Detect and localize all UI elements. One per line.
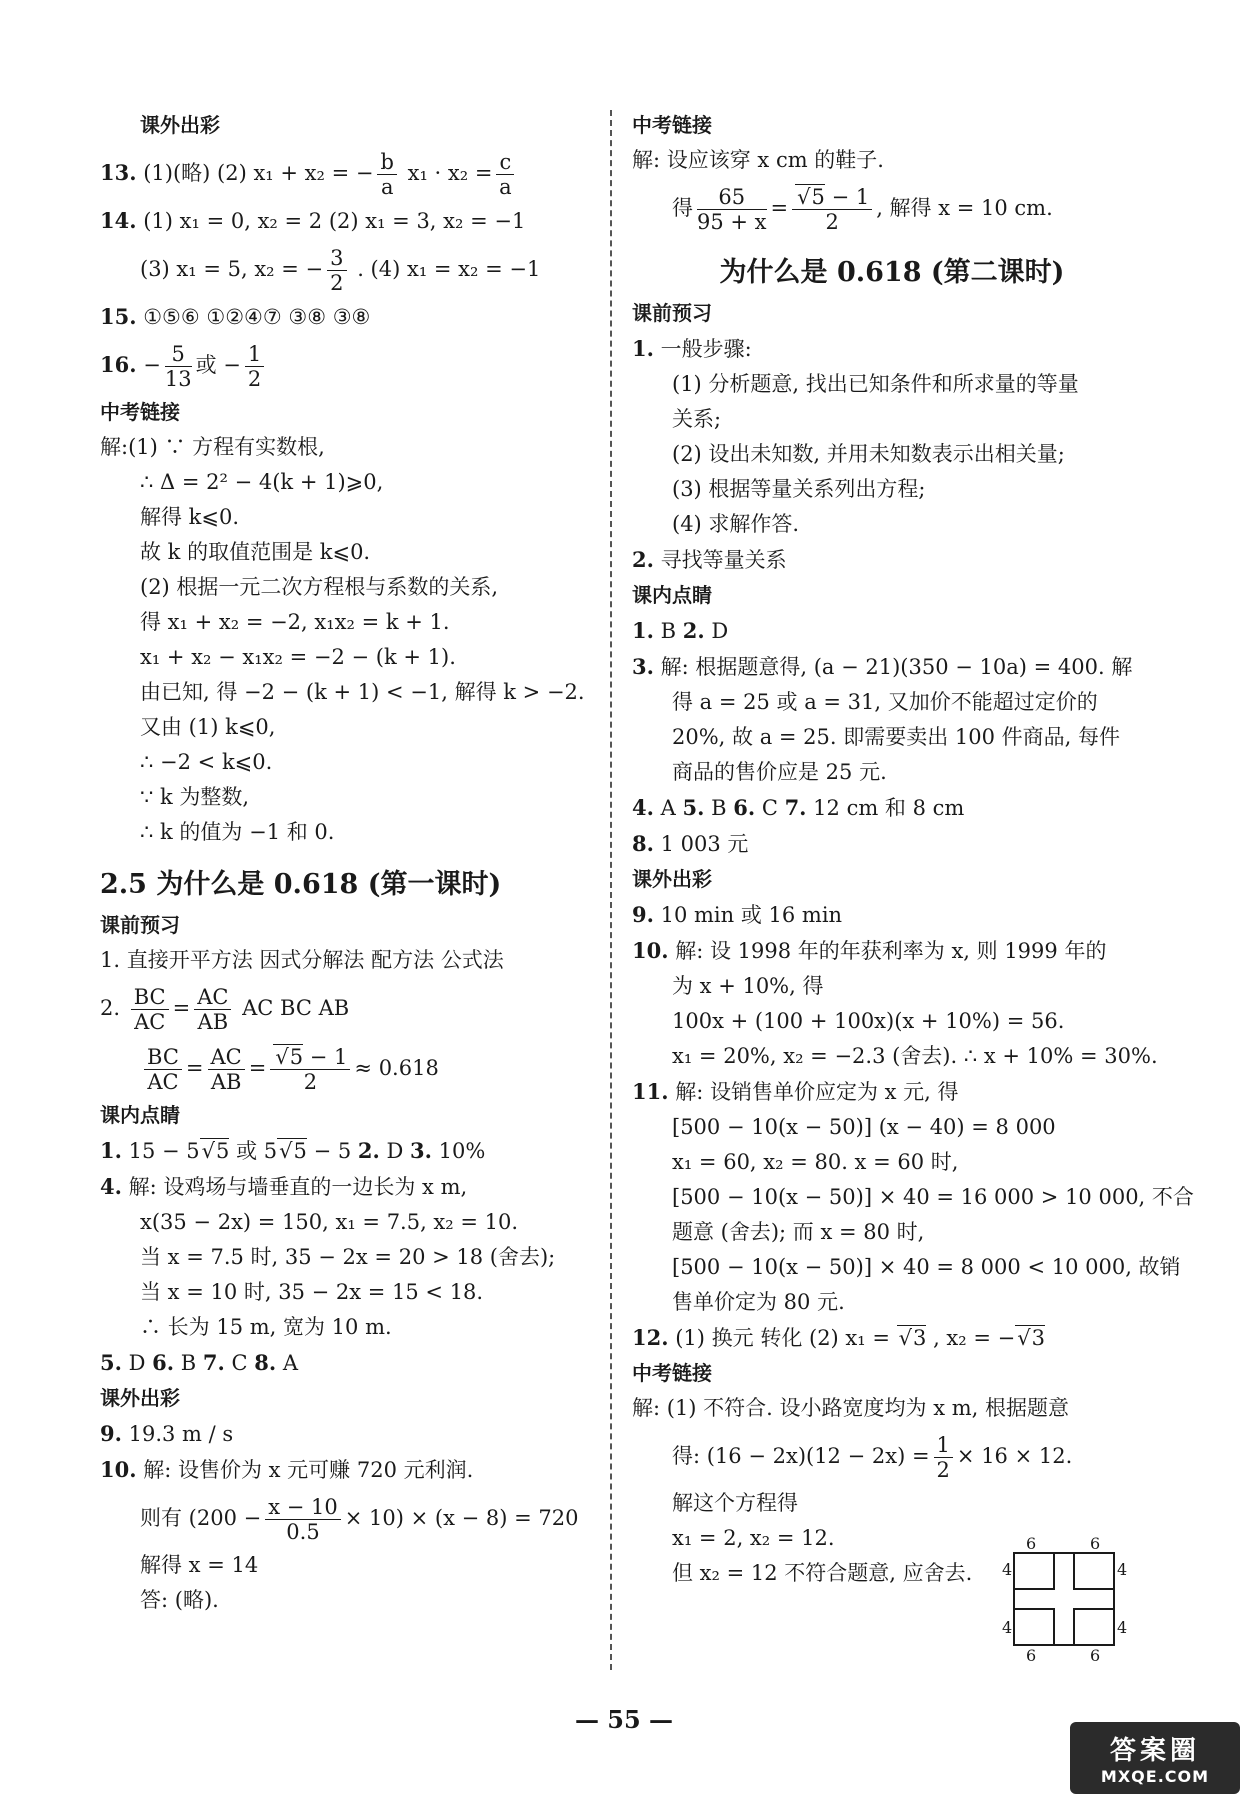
section-title-zklj-2: 中考链接	[632, 1361, 712, 1385]
fraction: $\frac{65}{95 + x}$	[697, 185, 767, 234]
solution-line: (2) 根据一元二次方程根与系数的关系,	[140, 575, 499, 599]
section-title-knjd: 课内点睛	[632, 583, 712, 607]
fraction: $\frac{5}{13}$	[164, 342, 192, 391]
step-line: (3) 根据等量关系列出方程;	[672, 477, 926, 501]
diagram-label: 6	[1090, 1646, 1101, 1663]
solution-line: 解得 x = 14	[140, 1553, 259, 1577]
solution-line: 当 x = 10 时, 35 − 2x = 15 < 18.	[140, 1280, 484, 1304]
extra-answer-9: 9. 10 min 或 16 min	[632, 902, 843, 927]
class-answers-1-2: 1. B 2. D	[632, 618, 729, 643]
section-title-kqyx: 课前预习	[632, 301, 712, 325]
section-title-kwcc: 课外出彩	[632, 867, 712, 891]
extra-answer-11: 11. 解: 设销售单价应定为 x 元, 得	[632, 1079, 959, 1104]
answer-16: 16. − $\frac{5}{13}$ 或 − $\frac{1}{2}$	[100, 335, 595, 395]
answer-14-part2: (3) x₁ = 5, x₂ = − $\frac{3}{2}$ . (4) x₁ = x₂ = −1	[140, 246, 541, 295]
section-title-kwcc: 课外出彩	[140, 113, 220, 137]
solution-line: 解这个方程得	[672, 1491, 798, 1515]
solution-line: [500 − 10(x − 50)] × 40 = 16 000 > 10 000, 不合	[672, 1185, 1194, 1209]
extra-answer-12: 12. (1) 换元 转化 (2) x₁ = √ 3 , x₂ = −√ 3	[632, 1320, 1152, 1356]
section-title-kwcc-2: 课外出彩	[100, 1386, 180, 1410]
solution-line: 由已知, 得 −2 − (k + 1) < −1, 解得 k > −2.	[140, 680, 585, 704]
diagram-label: 6	[1026, 1535, 1037, 1553]
extra-answer-10: 10. 解: 设售价为 x 元可赚 720 元利润.	[100, 1457, 474, 1482]
solution-line: 解: (1) 不符合. 设小路宽度均为 x m, 根据题意	[632, 1396, 1069, 1420]
solution-line: 得 x₁ + x₂ = −2, x₁x₂ = k + 1.	[140, 610, 450, 634]
section-heading-lesson-2: 为什么是 0.618 (第二课时)	[719, 257, 1065, 288]
fraction: $\frac{AC}{AB}$	[208, 1045, 245, 1094]
solution-line: 20%, 故 a = 25. 即需要卖出 100 件商品, 每件	[672, 725, 1121, 749]
diagram-label: 6	[1026, 1646, 1037, 1663]
fraction: $\frac{BC}{AC}$	[144, 1045, 182, 1094]
preview-2: 2. 寻找等量关系	[632, 547, 787, 572]
extra-answer-10: 10. 解: 设 1998 年的年获利率为 x, 则 1999 年的	[632, 938, 1107, 963]
solution-line: ∴ 长为 15 m, 宽为 10 m.	[140, 1315, 392, 1339]
watermark-text: 答案圈	[1109, 1736, 1200, 1766]
right-column	[632, 108, 1194, 1591]
solution-line: [500 − 10(x − 50)] × 40 = 8 000 < 10 000, 故销	[672, 1255, 1181, 1279]
fraction: $\frac{b}{a}$	[377, 150, 396, 199]
extra-answer-9: 9. 19.3 m / s	[100, 1421, 234, 1446]
left-column	[100, 108, 595, 1618]
preview-1: 1. 直接开平方法 因式分解法 配方法 公式法	[100, 948, 504, 972]
preview-2-ratio: $\frac{BC}{AC}$ = $\frac{AC}{AB}$ = √ $\frac{5 - 1}{2}$ ≈ 0.618	[100, 1038, 595, 1098]
solution-line: 又由 (1) k⩽0,	[140, 715, 276, 739]
diagram-label: 6	[1090, 1535, 1101, 1553]
field-outline	[1014, 1553, 1114, 1645]
solution-line: 解:(1) ∵ 方程有实数根,	[100, 435, 325, 459]
path-equation: 得: (16 − 2x)(12 − 2x) = $\frac{1}{2}$ × 16 × 12.	[672, 1433, 1073, 1482]
section-heading-2-5: 2.5 为什么是 0.618 (第一课时)	[100, 869, 502, 900]
answer-15: 15. ①⑤⑥ ①②④⑦ ③⑧ ③⑧	[100, 304, 371, 329]
fraction: $\frac{1}{2}$	[245, 342, 264, 391]
solution-line: [500 − 10(x − 50)] (x − 40) = 8 000	[672, 1115, 1056, 1139]
solution-line: 得 a = 25 或 a = 31, 又加价不能超过定价的	[672, 690, 1098, 714]
diagram-label: 4	[1117, 1618, 1128, 1637]
fraction: $\frac{3}{2}$	[327, 246, 346, 295]
solution-line: ∴ k 的值为 −1 和 0.	[140, 820, 335, 844]
class-answer-8: 8. 1 003 元	[632, 831, 749, 856]
class-answers-5-8: 5. D 6. B 7. C 8. A	[100, 1350, 298, 1375]
fraction: $\frac{x - 10}{0.5}$	[265, 1495, 341, 1544]
solution-line: x₁ + x₂ − x₁x₂ = −2 − (k + 1).	[140, 645, 456, 669]
preview-1: 1. 一般步骤:	[632, 336, 752, 361]
solution-line: 为 x + 10%, 得	[672, 974, 824, 998]
shoe-equation: 得 $\frac{65}{95 + x}$ = √ $\frac{5 - 1}{2}$ , 解得 x = 10 cm.	[632, 178, 1152, 238]
step-line: (4) 求解作答.	[672, 512, 800, 536]
step-line: (2) 设出未知数, 并用未知数表示出相关量;	[672, 442, 1065, 466]
answer-14: 14. (1) x₁ = 0, x₂ = 2 (2) x₁ = 3, x₂ = −1	[100, 208, 526, 233]
solution-line: 100x + (100 + 100x)(x + 10%) = 56.	[672, 1009, 1065, 1033]
solution-line: x₁ = 2, x₂ = 12.	[672, 1526, 835, 1550]
path-diagram	[1000, 1535, 1128, 1663]
class-answer-3: 3. 解: 根据题意得, (a − 21)(350 − 10a) = 400. 解	[632, 654, 1133, 679]
column-divider	[610, 110, 612, 1670]
class-answer-4: 4. 解: 设鸡场与墙垂直的一边长为 x m,	[100, 1174, 468, 1199]
solution-line: x₁ = 60, x₂ = 80. x = 60 时,	[672, 1150, 959, 1174]
diagram-label: 4	[1117, 1560, 1128, 1579]
fraction: $\frac{1}{2}$	[934, 1433, 953, 1482]
diagram-label: 4	[1002, 1560, 1013, 1579]
fraction: $\frac{BC}{AC}$	[131, 985, 169, 1034]
solution-line: 当 x = 7.5 时, 35 − 2x = 20 > 18 (舍去);	[140, 1245, 556, 1269]
solution-line: x₁ = 20%, x₂ = −2.3 (舍去). ∴ x + 10% = 30%.	[672, 1044, 1158, 1068]
section-title-zklj: 中考链接	[632, 113, 712, 137]
solution-line: 故 k 的取值范围是 k⩽0.	[140, 540, 371, 564]
solution-line: 解: 设应该穿 x cm 的鞋子.	[632, 148, 884, 172]
fraction: √ $\frac{5 - 1}{2}$	[270, 1045, 350, 1094]
watermark-url: MXQE.COM	[1100, 1767, 1210, 1786]
page-number: — 55 —	[574, 1705, 674, 1734]
solution-line: 商品的售价应是 25 元.	[672, 760, 887, 784]
solution-line: 但 x₂ = 12 不符合题意, 应舍去.	[672, 1561, 973, 1585]
step-line: (1) 分析题意, 找出已知条件和所求量的等量	[672, 372, 1079, 396]
fraction: √ $\frac{5 - 1}{2}$	[792, 185, 872, 234]
solution-line: 售单价定为 80 元.	[672, 1290, 845, 1314]
solution-line: 题意 (舍去); 而 x = 80 时,	[672, 1220, 925, 1244]
solution-line: 答: (略).	[140, 1588, 219, 1612]
section-title-zklj: 中考链接	[100, 400, 180, 424]
diagram-label: 4	[1002, 1618, 1013, 1637]
extra-answer-10-equation: 则有 (200 − $\frac{x - 10}{0.5}$ × 10) × (x − 8) = 720	[140, 1495, 579, 1544]
solution-line: ∵ k 为整数,	[140, 785, 250, 809]
site-watermark-logo	[1070, 1722, 1240, 1794]
section-title-knjd: 课内点睛	[100, 1103, 180, 1127]
solution-line: 解得 k⩽0.	[140, 505, 240, 529]
class-answers-1-3: 1. 15 − 5√ 5 或 5√ 5 − 5 2. D 3. 10%	[100, 1133, 595, 1169]
fraction: $\frac{c}{a}$	[496, 150, 514, 199]
solution-line: ∴ Δ = 2² − 4(k + 1)⩾0,	[140, 470, 384, 494]
path-cross	[1014, 1553, 1114, 1645]
preview-2: 2. $\frac{BC}{AC}$ = $\frac{AC}{AB}$ AC BC AB	[100, 985, 350, 1034]
fraction: $\frac{AC}{AB}$	[194, 985, 231, 1034]
solution-line: x(35 − 2x) = 150, x₁ = 7.5, x₂ = 10.	[140, 1210, 519, 1234]
class-answers-4-7: 4. A 5. B 6. C 7. 12 cm 和 8 cm	[632, 795, 965, 820]
step-line: 关系;	[672, 407, 722, 431]
section-title-kqyx: 课前预习	[100, 913, 180, 937]
solution-line: ∴ −2 < k⩽0.	[140, 750, 273, 774]
answer-13: 13. (1)(略) (2) x₁ + x₂ = − $\frac{b}{a}$ x₁ · x₂ = $\frac{c}{a}$	[100, 143, 595, 203]
